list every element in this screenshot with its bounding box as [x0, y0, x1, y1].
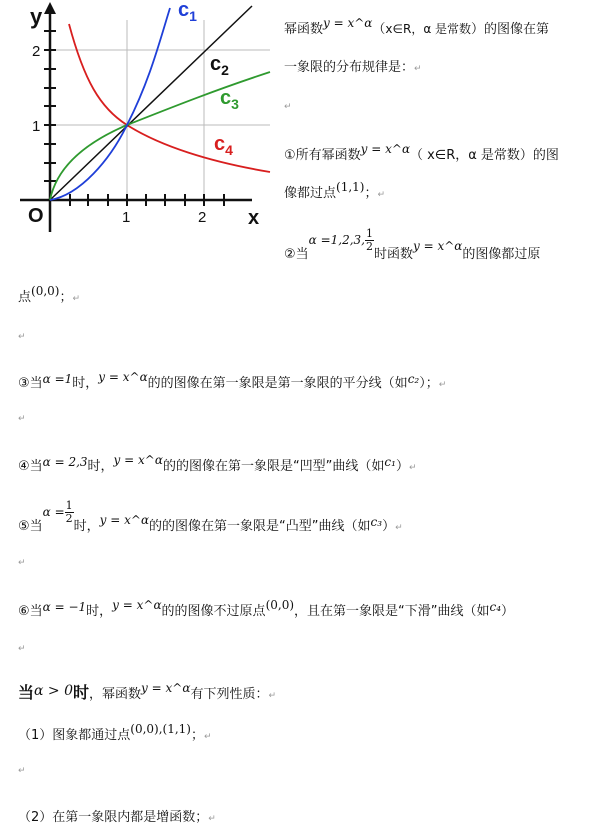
curve-c1	[50, 8, 170, 200]
blank-line: ↵	[18, 332, 26, 342]
item-4-text: 的的图像在第一象限是“凹型”曲线（如	[162, 459, 385, 474]
item-4-prefix: ④当	[18, 459, 43, 474]
curve-label-c4: $c_4$	[214, 133, 233, 158]
paragraph-mark-icon: ↵	[414, 64, 422, 74]
paragraph-mark-icon: ↵	[408, 463, 417, 473]
intro-prefix: 幂函数	[284, 22, 324, 37]
x-axis-label: x	[248, 207, 260, 229]
intro-line-2-text: 一象限的分布规律是：	[284, 60, 415, 75]
item-6-text-a: 的的图像不过原点	[161, 604, 266, 619]
intro-cond: x∈R，α 是常数	[385, 22, 472, 36]
blank-line: ↵	[284, 102, 292, 112]
property-2-text: （2）在第一象限内都是增函数；	[18, 810, 209, 825]
section-heading	[18, 680, 276, 703]
blank-line: ↵	[18, 766, 26, 776]
intro-line-1	[284, 18, 549, 37]
item-2-fraction-num: 1	[365, 227, 373, 240]
item-2-semicolon: ；	[59, 290, 73, 305]
item-4-curve: c₁	[384, 455, 396, 469]
item-1-point: (1,1)	[336, 180, 365, 194]
item-2-prefix: ②当	[284, 247, 309, 262]
intro-tail: ）的图像在第	[471, 22, 550, 37]
item-3-suffix: ）；	[419, 376, 439, 391]
item-5-fraction-den: 2	[65, 512, 73, 525]
item-2-line-2	[18, 286, 80, 305]
item-2-mid: 时函数	[373, 247, 413, 262]
blank-line: ↵	[18, 558, 26, 568]
item-3-line	[18, 372, 446, 391]
item-6-curve: c₄	[489, 600, 502, 614]
item-6-mid: 时，	[86, 604, 113, 619]
section-text-b: 有下列性质：	[190, 687, 269, 702]
item-2-line-1	[284, 218, 541, 262]
item-2-point: (0,0)	[31, 284, 60, 298]
x-tick-1-label: 1	[122, 209, 131, 226]
item-6-line	[18, 600, 514, 619]
item-2-fraction-den: 2	[365, 240, 373, 253]
item-6-prefix: ⑥当	[18, 604, 43, 619]
paragraph-mark-icon: ↵	[268, 691, 276, 701]
item-4-suffix: ）	[395, 459, 409, 474]
item-2-alpha-values: α =1,2,3,	[308, 233, 365, 247]
curve-label-c3: $c_3$	[220, 87, 239, 112]
item-5-fraction-num: 1	[65, 499, 73, 512]
item-5-suffix: ）	[382, 519, 396, 534]
item-6-formula: y = x^α	[112, 598, 162, 612]
item-2-fraction	[365, 228, 374, 253]
curve-c3	[50, 72, 270, 200]
item-3-formula: y = x^α	[98, 370, 148, 384]
item-1-formula: y = x^α	[360, 142, 411, 156]
section-formula: y = x^α	[141, 681, 191, 695]
item-1-text: ①所有幂函数	[284, 148, 361, 163]
item-5-mid: 时，	[73, 519, 100, 534]
origin-label: O	[28, 205, 44, 227]
y-axis-label: y	[30, 4, 43, 29]
curve-label-c1: $c_1$	[178, 0, 197, 24]
item-1-line-2	[284, 182, 385, 201]
item-6-point: (0,0)	[265, 598, 295, 612]
item-6-cond: α = −1	[42, 600, 87, 614]
item-5-alpha: α =	[42, 505, 65, 519]
paragraph-mark-icon: ↵	[208, 814, 216, 824]
y-tick-1-label: 1	[32, 118, 41, 135]
paragraph-mark-icon: ↵	[72, 294, 81, 304]
paragraph-mark-icon: ↵	[438, 380, 447, 390]
item-4-line	[18, 455, 417, 474]
item-3-mid: 时，	[72, 376, 99, 391]
section-mid: 时	[73, 683, 90, 702]
item-1-cond: （ x∈R，α 是常数）的图	[410, 148, 559, 163]
x-tick-2-label: 2	[198, 209, 207, 226]
item-3-prefix: ③当	[18, 376, 43, 391]
section-prefix: 当	[18, 683, 35, 702]
curve-label-c2: $c_2$	[210, 53, 229, 78]
intro-line-2	[284, 56, 422, 75]
item-2-line-2-text: 点	[18, 290, 32, 305]
item-1-line-1	[284, 144, 559, 163]
property-1-suffix: ；	[191, 728, 205, 743]
item-1-line-2-text: 像都过点	[284, 186, 337, 201]
item-1-semicolon: ；	[364, 186, 378, 201]
intro-paren: （	[372, 22, 386, 37]
property-2	[18, 806, 216, 825]
item-5-fraction	[65, 500, 74, 525]
item-4-cond: α = 2,3	[42, 455, 88, 469]
item-5-prefix: ⑤当	[18, 519, 43, 534]
item-5-line	[18, 488, 403, 534]
item-2-suffix: 的图像都过原	[462, 247, 541, 262]
item-3-curve: c₂	[407, 372, 420, 386]
curve-c4	[69, 24, 270, 172]
y-arrow-icon	[44, 2, 56, 14]
intro-formula: y = x^α	[323, 16, 373, 30]
item-6-text-b: ，且在第一象限是“下滑”曲线（如	[294, 604, 490, 619]
property-1-points: (0,0),(1,1)	[130, 722, 191, 736]
section-text-a: ，幂函数	[89, 687, 142, 702]
blank-line: ↵	[18, 414, 26, 424]
paragraph-mark-icon: ↵	[377, 190, 386, 200]
power-function-graph	[0, 0, 280, 240]
blank-line: ↵	[18, 644, 26, 654]
item-5-formula: y = x^α	[99, 513, 150, 527]
item-5-curve: c₃	[370, 515, 383, 529]
item-4-mid: 时，	[87, 459, 114, 474]
paragraph-mark-icon: ↵	[204, 732, 212, 742]
property-1-text: （1）图象都通过点	[18, 728, 131, 743]
item-6-suffix: ）	[501, 604, 515, 619]
item-3-cond: α =1	[42, 372, 73, 386]
y-tick-2-label: 2	[32, 43, 41, 60]
item-4-formula: y = x^α	[113, 453, 163, 467]
property-1	[18, 724, 212, 743]
section-cond: α > 0	[34, 683, 74, 699]
item-5-text: 的的图像在第一象限是“凸型”曲线（如	[149, 519, 371, 534]
paragraph-mark-icon: ↵	[395, 523, 403, 533]
item-2-formula: y = x^α	[413, 239, 463, 253]
item-3-text: 的的图像在第一象限是第一象限的平分线（如	[147, 376, 408, 391]
